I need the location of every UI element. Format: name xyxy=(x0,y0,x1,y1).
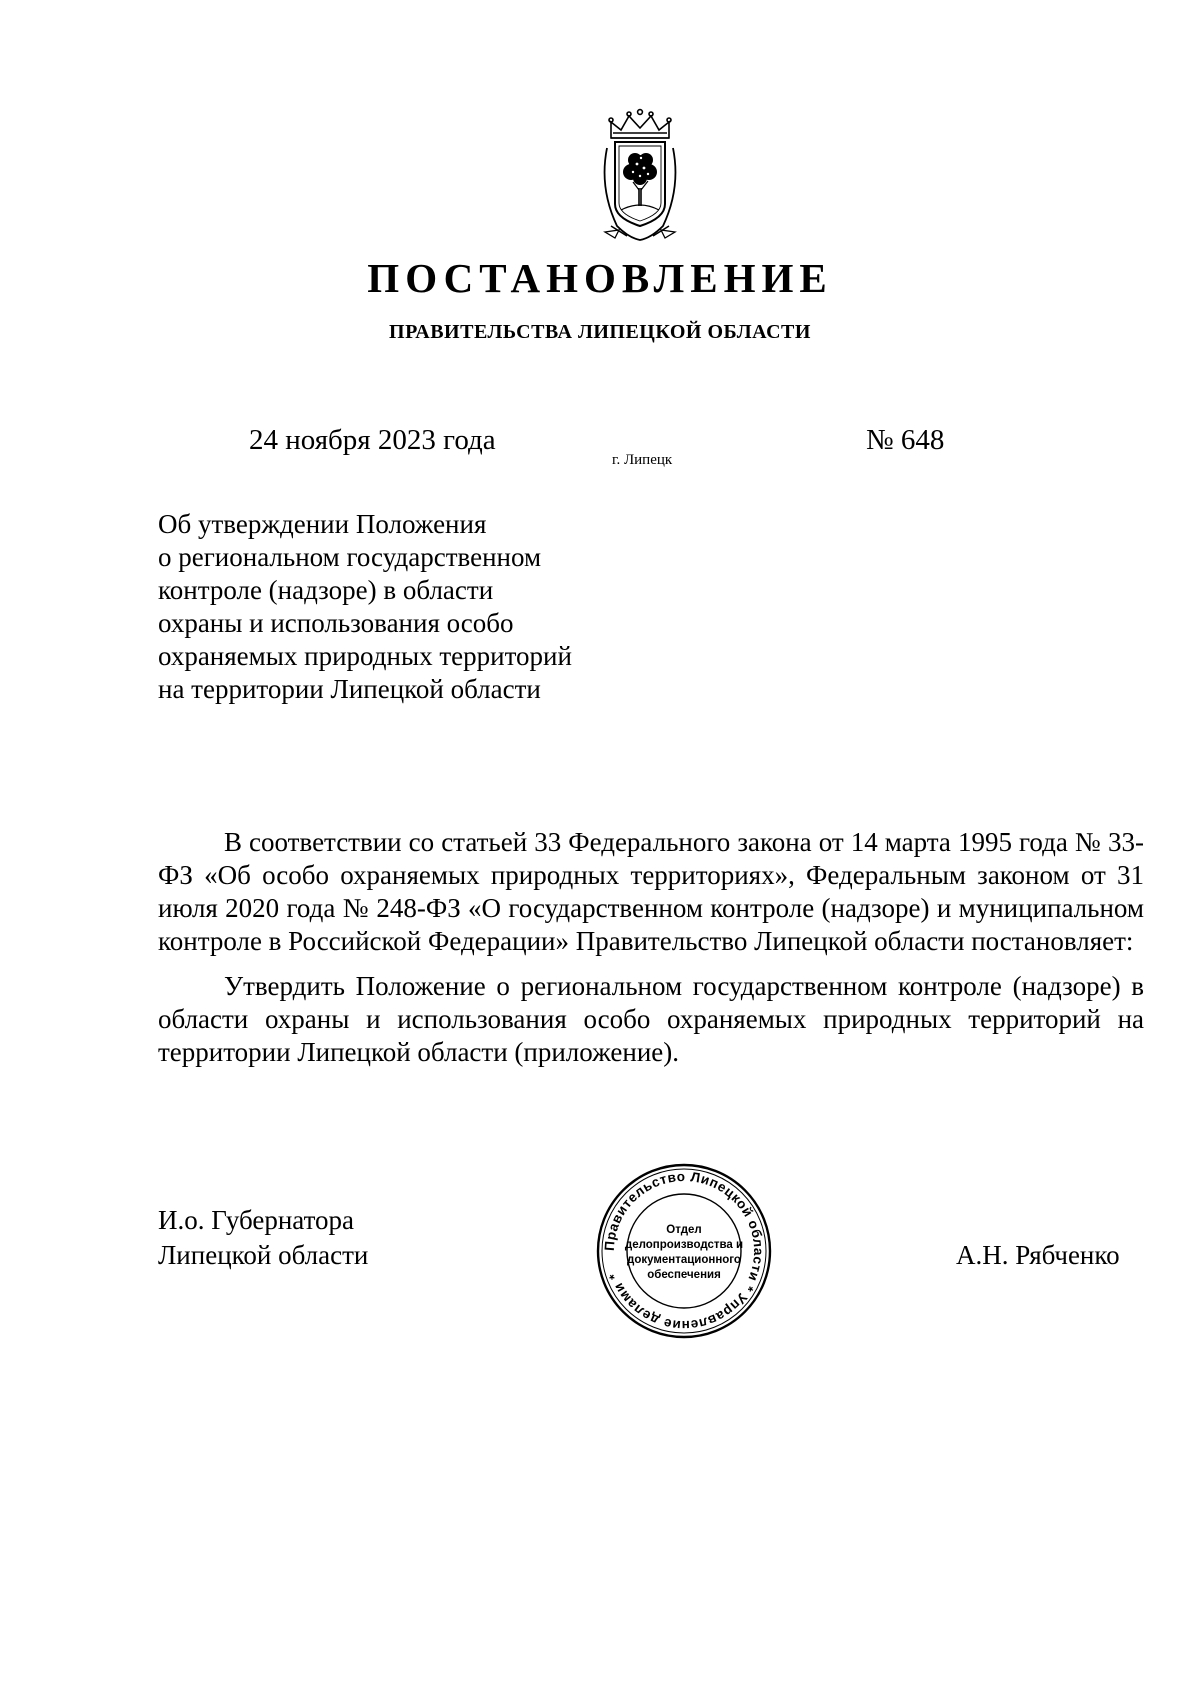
document-subject xyxy=(158,508,618,706)
signatory-name: А.Н. Рябченко xyxy=(956,1240,1120,1270)
subject-line: Об утверждении Положения xyxy=(158,509,487,539)
official-stamp xyxy=(593,1160,775,1342)
body-paragraph: Утвердить Положение о региональном государственном контроле (надзоре) в области охраны и использования особо охраняемых природных территорий на территории Липецкой области (приложение). xyxy=(158,971,1144,1067)
coat-of-arms-icon xyxy=(597,108,683,244)
body-paragraph: В соответствии со статьей 33 Федерального закона от 14 марта 1995 года № 33-ФЗ «Об особо охраняемых природных территориях», Федеральным законом от 31 июля 2020 года № 248-ФЗ «О государственном контроле (надзоре) и муниципальном контроле в Российской Федерации» Правительство Липецкой области постановляет: xyxy=(158,827,1144,956)
subject-line: о региональном государственном xyxy=(158,542,542,572)
document-type-title: ПОСТАНОВЛЕНИЕ xyxy=(367,255,833,301)
document-city: г. Липецк xyxy=(612,452,673,468)
stamp-center-line: документационного xyxy=(627,1254,741,1266)
document-date: 24 ноября 2023 года xyxy=(249,424,496,456)
stamp-center-line: делопроизводства и xyxy=(624,1239,744,1251)
signatory-position-line: Липецкой области xyxy=(158,1240,369,1270)
stamp-center-line: Отдел xyxy=(666,1224,702,1236)
subject-line: на территории Липецкой области xyxy=(158,674,541,704)
issuing-authority: ПРАВИТЕЛЬСТВА ЛИПЕЦКОЙ ОБЛАСТИ xyxy=(389,321,811,343)
subject-line: охраняемых природных территорий xyxy=(158,641,572,671)
subject-line: контроле (надзоре) в области xyxy=(158,575,494,605)
document-body xyxy=(158,826,1144,1081)
document-number: № 648 xyxy=(866,424,945,456)
stamp-center-line: обеспечения xyxy=(647,1269,721,1281)
stamp-outer-text: Правительство Липецкой области * Управление делами * xyxy=(601,1168,767,1334)
subject-line: охраны и использования особо xyxy=(158,608,514,638)
signatory-position xyxy=(158,1203,368,1273)
signatory-position-line: И.о. Губернатора xyxy=(158,1205,355,1235)
